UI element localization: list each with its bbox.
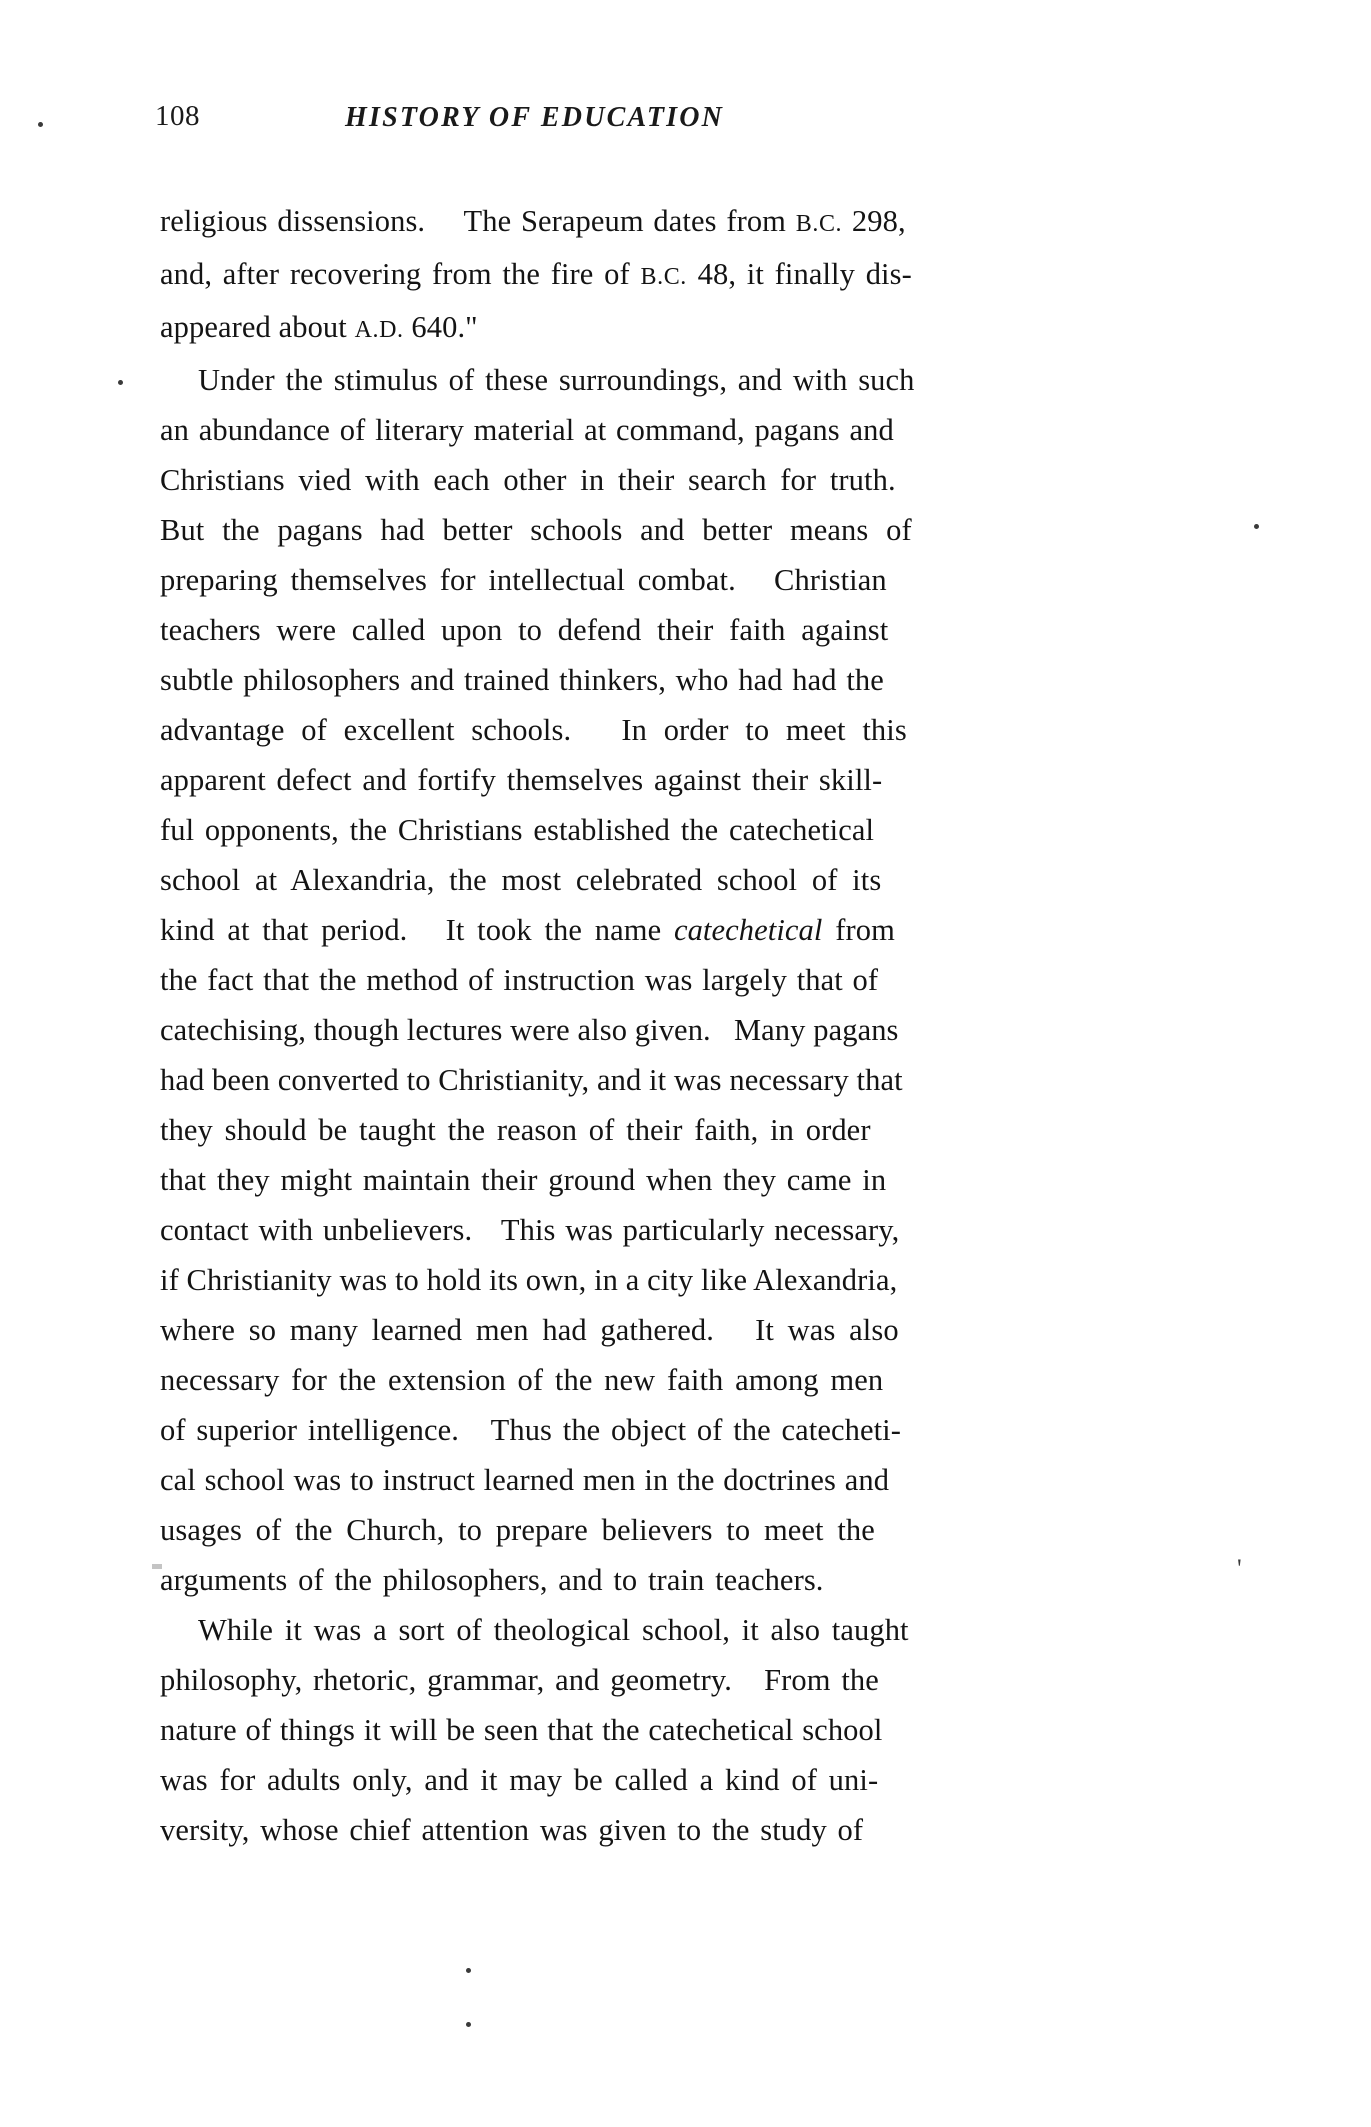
text-line: catechising, though lectures were also given. Many pagans	[160, 1013, 899, 1047]
text-line: ful opponents, the Christians established the catechetical	[160, 813, 875, 847]
text-line: usages of the Church, to prepare believers to meet the	[160, 1513, 875, 1547]
paragraph	[160, 1605, 1245, 1855]
year-value: 640."	[411, 310, 478, 344]
small-caps-bc: B.C.	[640, 264, 687, 290]
text-line: they should be taught the reason of their faith, in order	[160, 1113, 871, 1147]
text-line: appeared about A.D. 640."	[160, 310, 478, 344]
italic-term: catechetical	[673, 913, 823, 947]
text-line: advantage of excellent schools. In order to meet this	[160, 713, 907, 747]
text-line: necessary for the extension of the new faith among men	[160, 1363, 884, 1397]
text-line: that they might maintain their ground when they came in	[160, 1163, 887, 1197]
text-line: school at Alexandria, the most celebrated school of its	[160, 863, 882, 897]
small-caps-ad: A.D.	[354, 317, 404, 343]
paragraph	[160, 196, 1245, 355]
year-value: 298,	[851, 204, 906, 238]
paragraph	[160, 355, 1245, 1605]
running-head: HISTORY OF EDUCATION	[345, 102, 725, 133]
text-line: But the pagans had better schools and better means of	[160, 513, 912, 547]
margin-speck-icon	[38, 122, 43, 127]
text-line: and, after recovering from the fire of B.C. 48, it finally dis-	[160, 257, 912, 291]
bottom-speck-icon	[466, 1968, 471, 1973]
text-line: versity, whose chief attention was given to the study of	[160, 1813, 864, 1847]
text-line: had been converted to Christianity, and it was necessary that	[160, 1063, 903, 1097]
text-line: kind at that period. It took the name catechetical from	[160, 913, 895, 947]
page-body	[160, 196, 1245, 1855]
text-line: the fact that the method of instruction was largely that of	[160, 963, 879, 997]
text-line: While it was a sort of theological school, it also taught	[198, 1613, 909, 1647]
text-line: subtle philosophers and trained thinkers, who had had the	[160, 663, 884, 697]
stray-apostrophe-mark	[1237, 1568, 1241, 1582]
text-line: Under the stimulus of these surroundings, and with such	[198, 363, 915, 397]
text-line: teachers were called upon to defend their faith against	[160, 613, 889, 647]
text-line: Christians vied with each other in their search for truth.	[160, 463, 896, 497]
text-line: preparing themselves for intellectual combat. Christian	[160, 563, 887, 597]
text-line: nature of things it will be seen that the catechetical school	[160, 1713, 883, 1747]
text-line: if Christianity was to hold its own, in a city like Alexandria,	[160, 1263, 898, 1297]
text-line: an abundance of literary material at command, pagans and	[160, 413, 894, 447]
text-line: philosophy, rhetoric, grammar, and geometry. From the	[160, 1663, 879, 1697]
page-header	[155, 100, 1265, 140]
text-line: of superior intelligence. Thus the object of the catecheti-	[160, 1413, 902, 1447]
year-value: 48, it finally dis-	[697, 257, 912, 291]
text-line: where so many learned men had gathered. It was also	[160, 1313, 899, 1347]
small-caps-bc: B.C.	[795, 211, 843, 237]
text-line: arguments of the philosophers, and to train teachers.	[160, 1563, 824, 1597]
text-line: cal school was to instruct learned men in the doctrines and	[160, 1463, 890, 1497]
text-line: apparent defect and fortify themselves against their skill-	[160, 763, 883, 797]
page-number: 108	[155, 100, 200, 132]
text-line: contact with unbelievers. This was particularly necessary,	[160, 1213, 900, 1247]
bottom-speck-icon	[466, 2022, 471, 2027]
text-line: religious dissensions. The Serapeum dates from B.C. 298,	[160, 204, 906, 238]
margin-speck-icon	[118, 380, 123, 385]
text-line: was for adults only, and it may be called a kind of uni-	[160, 1763, 879, 1797]
margin-speck-icon	[1254, 524, 1259, 529]
